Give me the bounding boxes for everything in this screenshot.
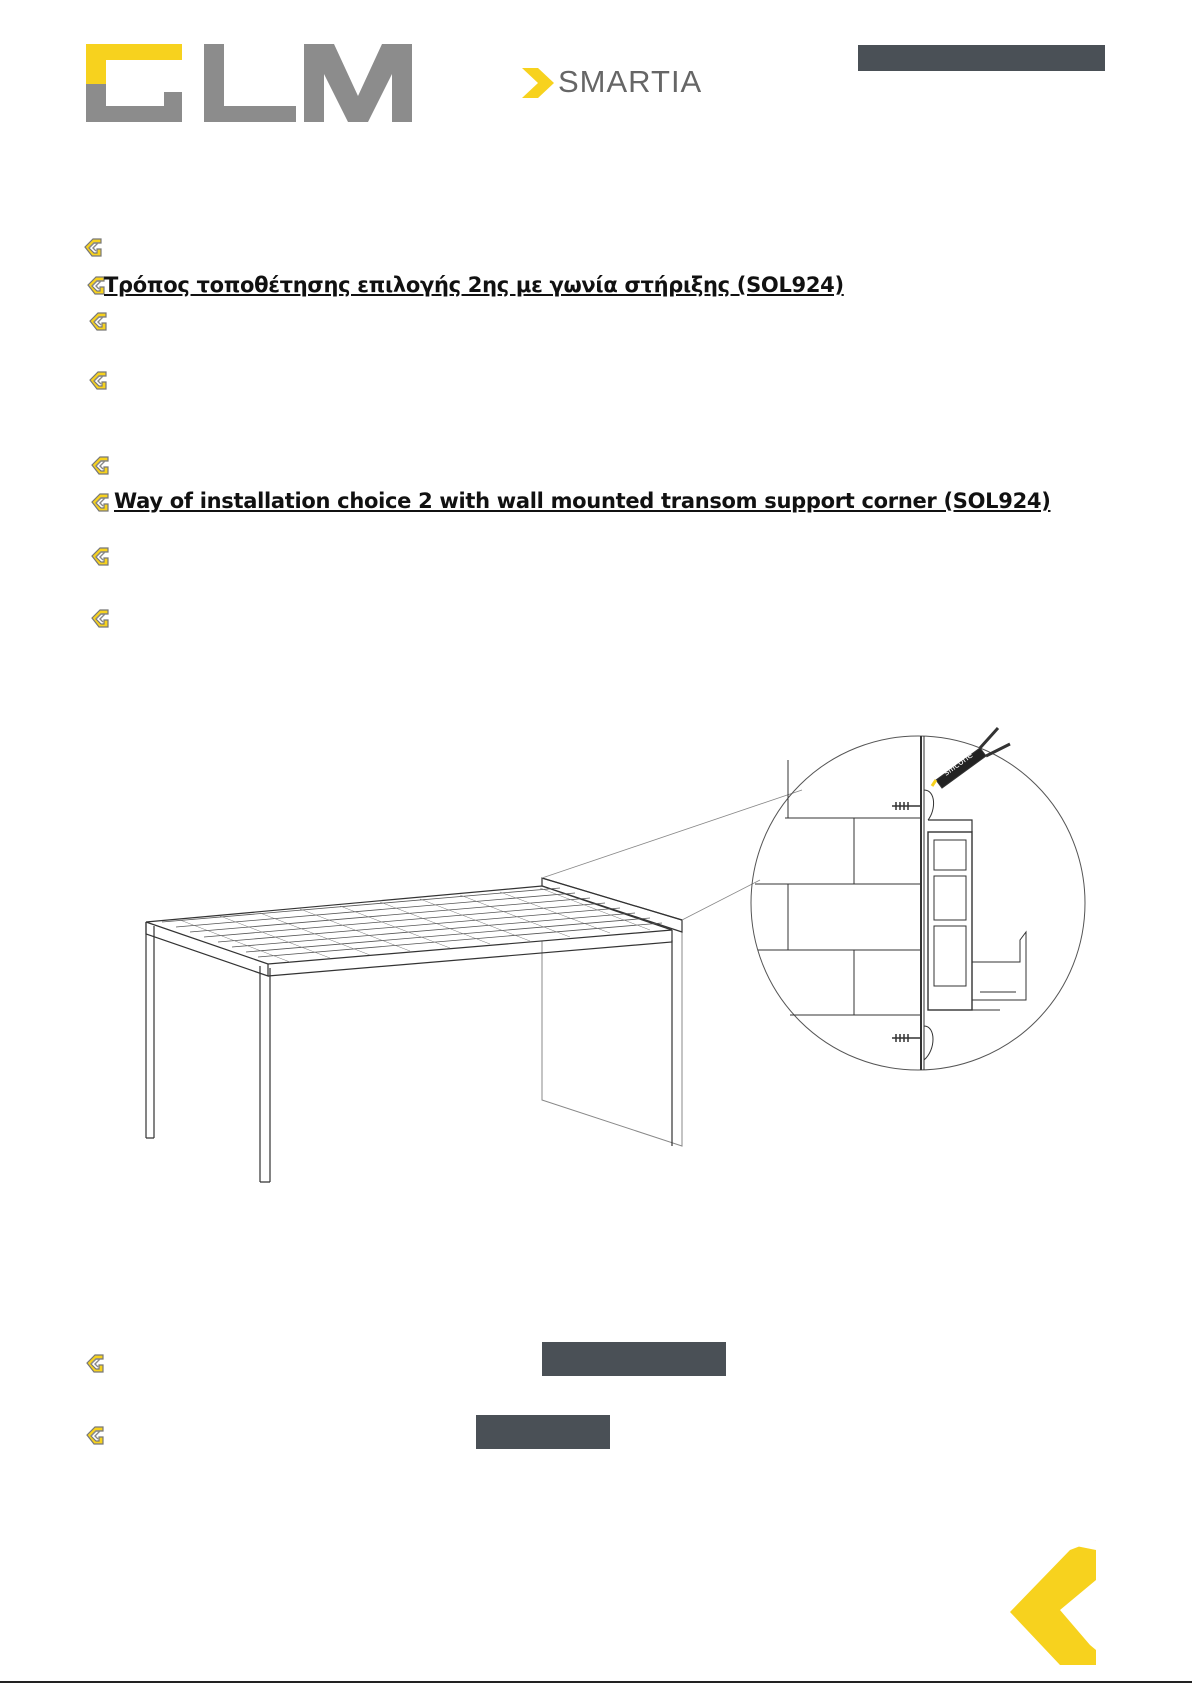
redacted-block: [476, 1415, 610, 1449]
glm-bullet-icon: [89, 491, 111, 513]
glm-bullet-icon: [87, 310, 109, 332]
glm-bullet-icon: [89, 545, 111, 567]
detail-circle: [751, 728, 1085, 1070]
glm-corner-chevron-icon: [1010, 1540, 1110, 1665]
glm-bullet-icon: [89, 607, 111, 629]
glm-logo: [86, 44, 412, 122]
glm-bullet-icon: [84, 1424, 106, 1446]
redacted-block: [542, 1342, 726, 1376]
glm-bullet-icon: [87, 369, 109, 391]
greek-section-heading: Τρόπος τοποθέτησης επιλογής 2ης με γωνία στήριξης (SOL924): [104, 273, 844, 297]
glm-bullet-icon: [89, 454, 111, 476]
smartia-chevron-icon: [522, 68, 554, 98]
glm-bullet-icon: [82, 236, 104, 258]
footer-rule: [0, 1681, 1192, 1683]
silicone-label: silicone: [941, 750, 976, 779]
glm-bullet-icon: [84, 1352, 106, 1374]
english-section-heading: Way of installation choice 2 with wall mounted transom support corner (SOL924): [114, 489, 1051, 513]
smartia-logo: [522, 62, 722, 102]
redacted-header-block: [858, 45, 1105, 71]
smartia-wordmark: SMARTIA: [558, 64, 703, 99]
pergola-installation-illustration: [140, 700, 1100, 1200]
